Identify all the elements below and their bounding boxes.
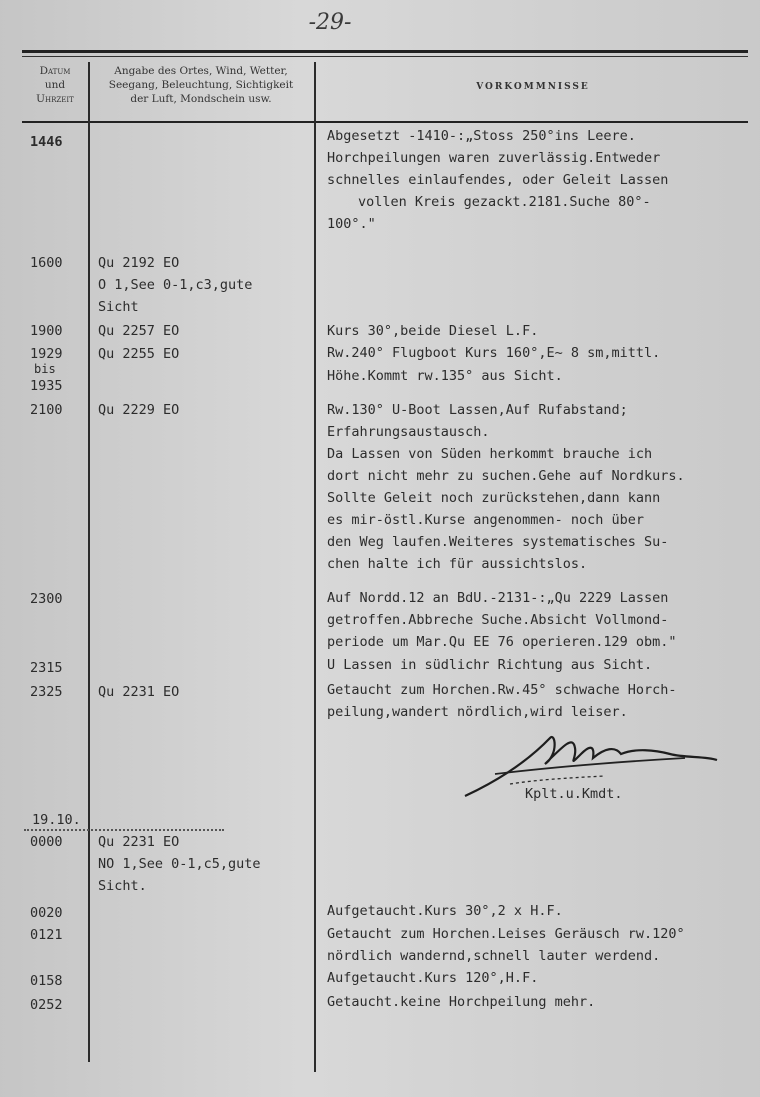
row-time: 0158 [30, 973, 63, 989]
row-time: 1446 [30, 134, 63, 150]
position-line: Qu 2229 EO [98, 402, 180, 418]
row-time: 0121 [30, 927, 63, 943]
row-time: 0252 [30, 997, 63, 1013]
event-line: Da Lassen von Süden herkommt brauche ich [327, 446, 653, 462]
event-line: Getaucht zum Horchen.Rw.45° schwache Horch- [327, 682, 677, 698]
row-time: 1929 [30, 346, 63, 362]
header-rule-top [22, 50, 748, 53]
row-time: 1600 [30, 255, 63, 271]
header-rule-top-2 [22, 56, 748, 57]
event-line: Aufgetaucht.Kurs 30°,2 x H.F. [327, 903, 563, 919]
position-line: Sicht [98, 299, 139, 315]
position-line: NO 1,See 0-1,c5,gute [98, 856, 261, 872]
event-line: getroffen.Abbreche Suche.Absicht Vollmond- [327, 612, 669, 628]
header-location-line: der Luft, Mondschein usw. [130, 93, 272, 105]
event-line: dort nicht mehr zu suchen.Gehe auf Nordkurs. [327, 468, 685, 484]
date-dotted-line [24, 829, 224, 831]
event-line: Getaucht.keine Horchpeilung mehr. [327, 994, 596, 1010]
event-line: periode um Mar.Qu EE 76 operieren.129 obm." [327, 634, 677, 650]
header-date-line: Uhrzeit [36, 93, 74, 105]
event-line: U Lassen in südlichr Richtung aus Sicht. [327, 657, 653, 673]
position-line: Sicht. [98, 878, 147, 894]
header-rule-bottom [22, 121, 748, 123]
event-line: 100°." [327, 216, 376, 232]
position-line: Qu 2257 EO [98, 323, 180, 339]
row-time-extra: 1935 [30, 378, 63, 394]
position-line: Qu 2231 EO [98, 834, 180, 850]
header-location-column [90, 64, 312, 106]
row-time: 2300 [30, 591, 63, 607]
event-line: Erfahrungsaustausch. [327, 424, 490, 440]
page-number: -29- [308, 10, 352, 35]
event-line: vollen Kreis gezackt.2181.Suche 80°- [358, 194, 651, 210]
position-line: Qu 2255 EO [98, 346, 180, 362]
date-marker: 19.10. [32, 812, 81, 828]
position-line: O 1,See 0-1,c3,gute [98, 277, 253, 293]
event-line: Kurs 30°,beide Diesel L.F. [327, 323, 539, 339]
position-line: Qu 2231 EO [98, 684, 180, 700]
signature-caption: Kplt.u.Kmdt. [525, 786, 623, 802]
row-time: 0000 [30, 834, 63, 850]
event-line: Abgesetzt -1410-:„Stoss 250°ins Leere. [327, 128, 636, 144]
event-line: den Weg laufen.Weiteres systematisches Su- [327, 534, 669, 550]
row-time: 2325 [30, 684, 63, 700]
header-date-line: Datum [39, 65, 71, 77]
event-line: peilung,wandert nördlich,wird leiser. [327, 704, 628, 720]
header-location-line: Angabe des Ortes, Wind, Wetter, [114, 65, 288, 77]
event-line: schnelles einlaufendes, oder Geleit Lassen [327, 172, 669, 188]
event-line: Sollte Geleit noch zurückstehen,dann kann [327, 490, 661, 506]
event-line: Aufgetaucht.Kurs 120°,H.F. [327, 970, 539, 986]
event-line: Horchpeilungen waren zuverlässig.Entweder [327, 150, 661, 166]
event-line: Getaucht zum Horchen.Leises Geräusch rw.120° [327, 926, 685, 942]
header-location-line: Seegang, Beleuchtung, Sichtigkeit [108, 79, 294, 91]
header-events-column: VORKOMMNISSE [476, 82, 590, 92]
row-time: 2315 [30, 660, 63, 676]
row-time: 2100 [30, 402, 63, 418]
header-date-line: und [44, 79, 66, 91]
event-line: es mir-östl.Kurse angenommen- noch über [327, 512, 644, 528]
event-line: nördlich wandernd,schnell lauter werdend. [327, 948, 661, 964]
header-date-column [24, 64, 86, 106]
event-line: Rw.130° U-Boot Lassen,Auf Rufabstand; [327, 402, 628, 418]
column-divider-1 [88, 62, 90, 1062]
event-line: Höhe.Kommt rw.135° aus Sicht. [327, 368, 563, 384]
column-divider-2 [314, 62, 316, 1072]
event-line: Auf Nordd.12 an BdU.-2131-:„Qu 2229 Lassen [327, 590, 669, 606]
event-line: chen halte ich für aussichtslos. [327, 556, 588, 572]
row-time: 0020 [30, 905, 63, 921]
row-time: 1900 [30, 323, 63, 339]
row-time-extra: bis [34, 362, 56, 376]
position-line: Qu 2192 EO [98, 255, 180, 271]
event-line: Rw.240° Flugboot Kurs 160°,E~ 8 sm,mittl. [327, 345, 661, 361]
